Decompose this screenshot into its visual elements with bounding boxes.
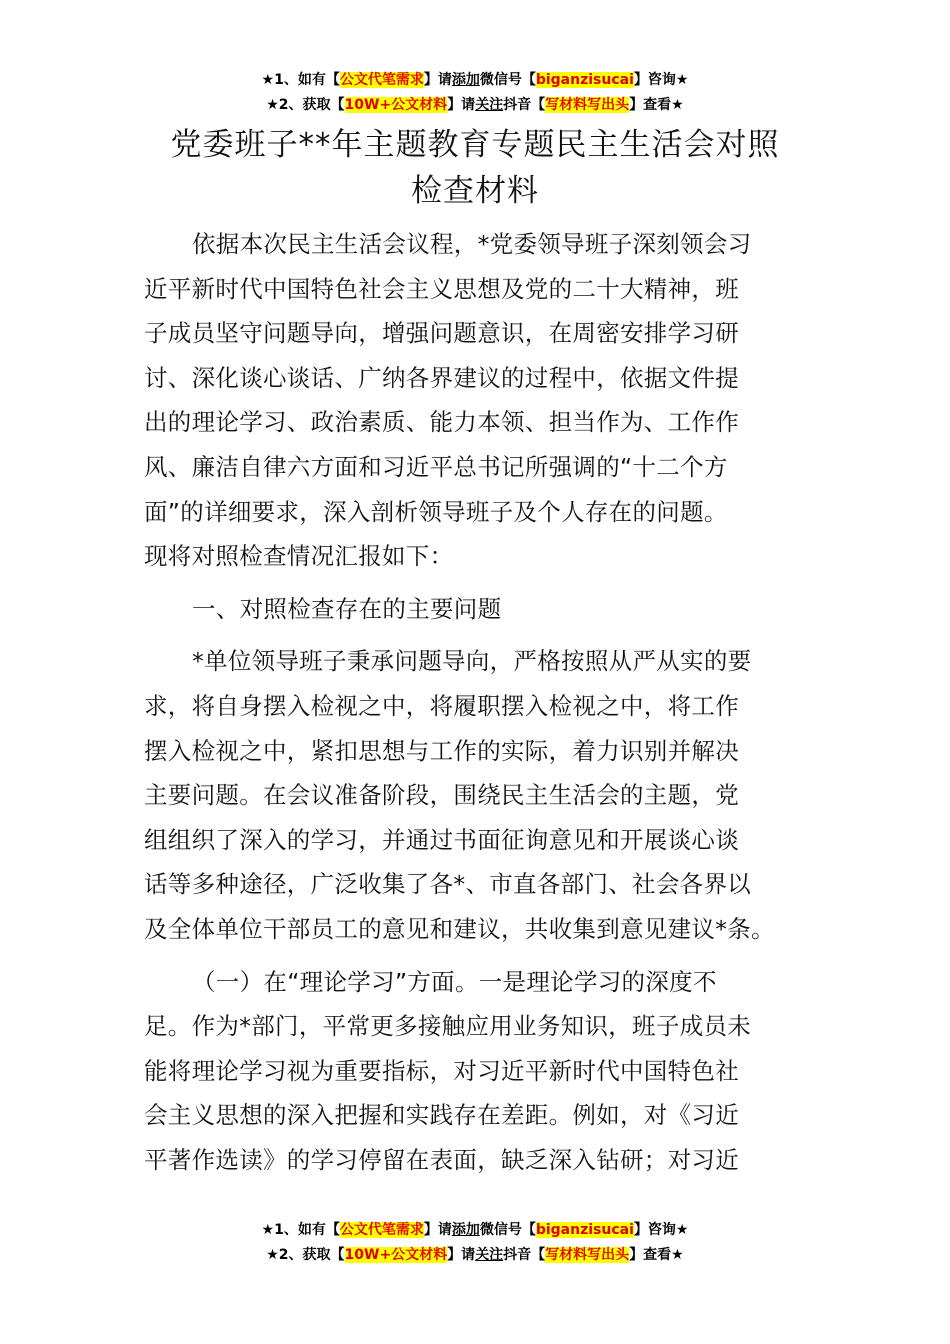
promo-line-1 [0, 68, 950, 93]
promo-line-1 [0, 1218, 950, 1243]
section-heading: 一、对照检查存在的主要问题 [192, 594, 502, 623]
text-line: 主要问题。在会议准备阶段，围绕民主生活会的主题，党 [144, 781, 739, 810]
text-line: 能将理论学习视为重要指标，对习近平新时代中国特色社 [144, 1056, 739, 1085]
promo-text: 】查看★ [629, 97, 684, 113]
promo-underline: 添加 [451, 1222, 480, 1238]
promo-highlight: 公文代笔需求 [339, 1222, 424, 1238]
promo-highlight: 公文代笔需求 [339, 72, 424, 88]
promo-text: ★2、获取【 [266, 1247, 345, 1263]
paragraph-theory-study [144, 960, 814, 1183]
text-line: （一）在“理论学习”方面。一是理论学习的深度不 [192, 967, 717, 996]
promo-douyin-id: 写材料写出头 [545, 97, 630, 113]
promo-wechat-id: biganzisucai [535, 1222, 634, 1238]
promo-underline: 关注 [475, 1247, 504, 1263]
promo-banner-top [0, 68, 950, 118]
text-line: 求，将自身摆入检视之中，将履职摆入检视之中，将工作 [144, 691, 739, 720]
title-line-2: 检查材料 [411, 173, 539, 209]
promo-text: ★2、获取【 [266, 97, 345, 113]
text-line: 足。作为*部门，平常更多接触应用业务知识，班子成员未 [144, 1012, 752, 1041]
promo-highlight: 10W+公文材料 [344, 1247, 448, 1263]
text-line: 摆入检视之中，紧扣思想与工作的实际，着力识别并解决 [144, 736, 739, 765]
promo-douyin-id: 写材料写出头 [545, 1247, 630, 1263]
promo-line-2 [0, 93, 950, 118]
promo-text: 】请 [423, 72, 452, 88]
text-line: 近平新时代中国特色社会主义思想及党的二十大精神，班 [144, 274, 739, 303]
promo-text: 微信号【 [479, 72, 536, 88]
paragraph-problems [144, 639, 814, 951]
document-body [144, 222, 814, 1182]
document-title [120, 122, 830, 214]
promo-text: 】查看★ [629, 1247, 684, 1263]
promo-wechat-id: biganzisucai [535, 72, 634, 88]
text-line: *单位领导班子秉承问题导向，严格按照从严从实的要 [192, 647, 752, 676]
promo-text: 】请 [447, 1247, 476, 1263]
promo-text: ★1、如有【 [261, 1222, 340, 1238]
promo-text: 】咨询★ [633, 72, 689, 88]
text-line: 面”的详细要求，深入剖析领导班子及个人存在的问题。 [144, 497, 728, 526]
text-line: 话等多种途径，广泛收集了各*、市直各部门、社会各界以 [144, 870, 752, 899]
text-line: 出的理论学习、政治素质、能力本领、担当作为、工作作 [144, 408, 739, 437]
promo-text: 】请 [447, 97, 476, 113]
text-line: 依据本次民主生活会议程，*党委领导班子深刻领会习 [192, 230, 752, 258]
promo-underline: 关注 [475, 97, 504, 113]
title-line-1: 党委班子**年主题教育专题民主生活会对照 [170, 127, 780, 163]
text-line: 组组织了深入的学习，并通过书面征询意见和开展谈心谈 [144, 825, 739, 854]
promo-line-2 [0, 1243, 950, 1268]
promo-text: 抖音【 [503, 1247, 546, 1263]
promo-text: 微信号【 [479, 1222, 536, 1238]
paragraph-intro [144, 222, 814, 579]
text-line: 子成员坚守问题导向，增强问题意识，在周密安排学习研 [144, 319, 739, 348]
promo-text: 抖音【 [503, 97, 546, 113]
promo-text: ★1、如有【 [261, 72, 340, 88]
text-line: 风、廉洁自律六方面和习近平总书记所强调的“十二个方 [144, 452, 728, 481]
text-line: 会主义思想的深入把握和实践存在差距。例如，对《习近 [144, 1101, 739, 1130]
promo-text: 】请 [423, 1222, 452, 1238]
promo-banner-bottom [0, 1218, 950, 1268]
text-line: 讨、深化谈心谈话、广纳各界建议的过程中，依据文件提 [144, 363, 739, 392]
promo-text: 】咨询★ [633, 1222, 689, 1238]
promo-highlight: 10W+公文材料 [344, 97, 448, 113]
text-line: 及全体单位干部员工的意见和建议，共收集到意见建议*条。 [144, 914, 775, 943]
promo-underline: 添加 [451, 72, 480, 88]
text-line: 平著作选读》的学习停留在表面，缺乏深入钻研；对习近 [144, 1145, 739, 1174]
text-line: 现将对照检查情况汇报如下： [144, 542, 454, 571]
